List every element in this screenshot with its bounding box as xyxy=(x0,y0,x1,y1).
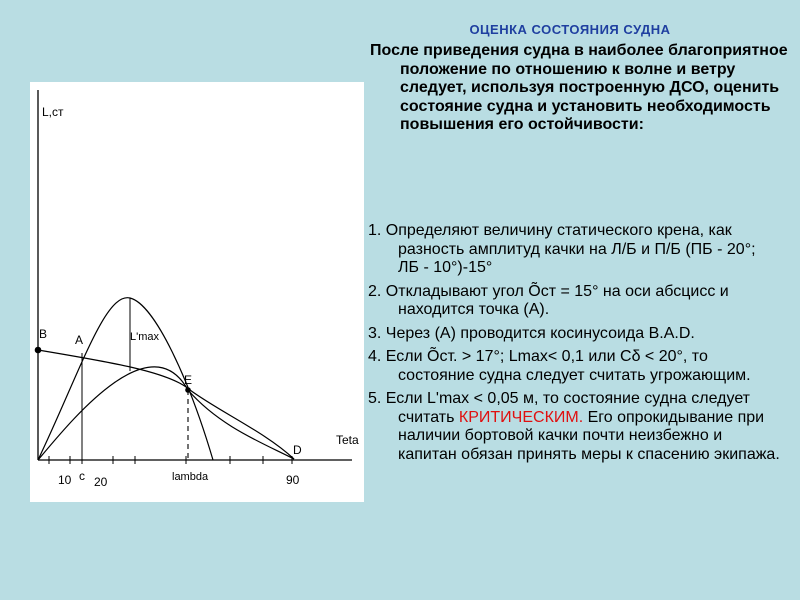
lmax-label: L'max xyxy=(130,331,159,343)
x-tick-label-c: c xyxy=(79,469,85,483)
step-item: 1. Определяют величину статического крена, как разность амплитуд качки на Л/Б и П/Б (ПБ - 20°; ЛБ - 10°)-15° xyxy=(368,222,756,276)
point-b-label: B xyxy=(39,327,48,341)
point-e-marker xyxy=(185,387,191,393)
cosinusoid-bad xyxy=(38,350,294,459)
steps-list xyxy=(368,222,780,469)
x-axis-label: Teta xyxy=(336,433,359,447)
x-tick-label-20: 20 xyxy=(94,475,108,489)
x-tick-label-90: 90 xyxy=(286,473,300,487)
step-text-before: 5. Если L'max < 0,05 м, то состояние судна следует считать xyxy=(368,390,751,426)
step-item: 4. Если Õст. > 17°; Lmax< 0,1 или Cδ < 20°, то состояние судна следует считать угрожающим. xyxy=(368,348,751,384)
x-tick-label-10: 10 xyxy=(58,473,72,487)
point-b-marker xyxy=(35,347,42,354)
stability-diagram xyxy=(30,82,364,502)
critical-highlight: КРИТИЧЕСКИМ. xyxy=(458,408,584,426)
step-text-after: Его опрокидывание при наличии бортовой качки почти неизбежно и капитан обязан принять меры к спасению экипажа. xyxy=(398,408,780,463)
slide-title: ОЦЕНКА СОСТОЯНИЯ СУДНА xyxy=(469,22,671,37)
y-axis-label: L,ст xyxy=(42,105,64,119)
point-e-label: E xyxy=(184,373,193,387)
x-tick-label-lambda: lambda xyxy=(172,471,209,483)
stability-diagram-panel xyxy=(30,82,364,502)
step-item xyxy=(368,390,780,464)
step-item: 3. Через (А) проводится косинусоида В.А.D. xyxy=(368,324,695,342)
point-d-label: D xyxy=(293,443,302,457)
point-a-label: A xyxy=(75,333,84,347)
dynamic-stability-curve xyxy=(38,367,294,460)
intro-paragraph: После приведения судна в наиболее благоприятное положение по отношению к волне и ветру следует, используя построенную ДСО, оценить состояние судна и установить необходимость повышения его остойчивости: xyxy=(370,42,788,133)
step-item: 2. Откладывают угол Õст = 15° на оси абсцисс и находится точка (А). xyxy=(368,282,729,318)
